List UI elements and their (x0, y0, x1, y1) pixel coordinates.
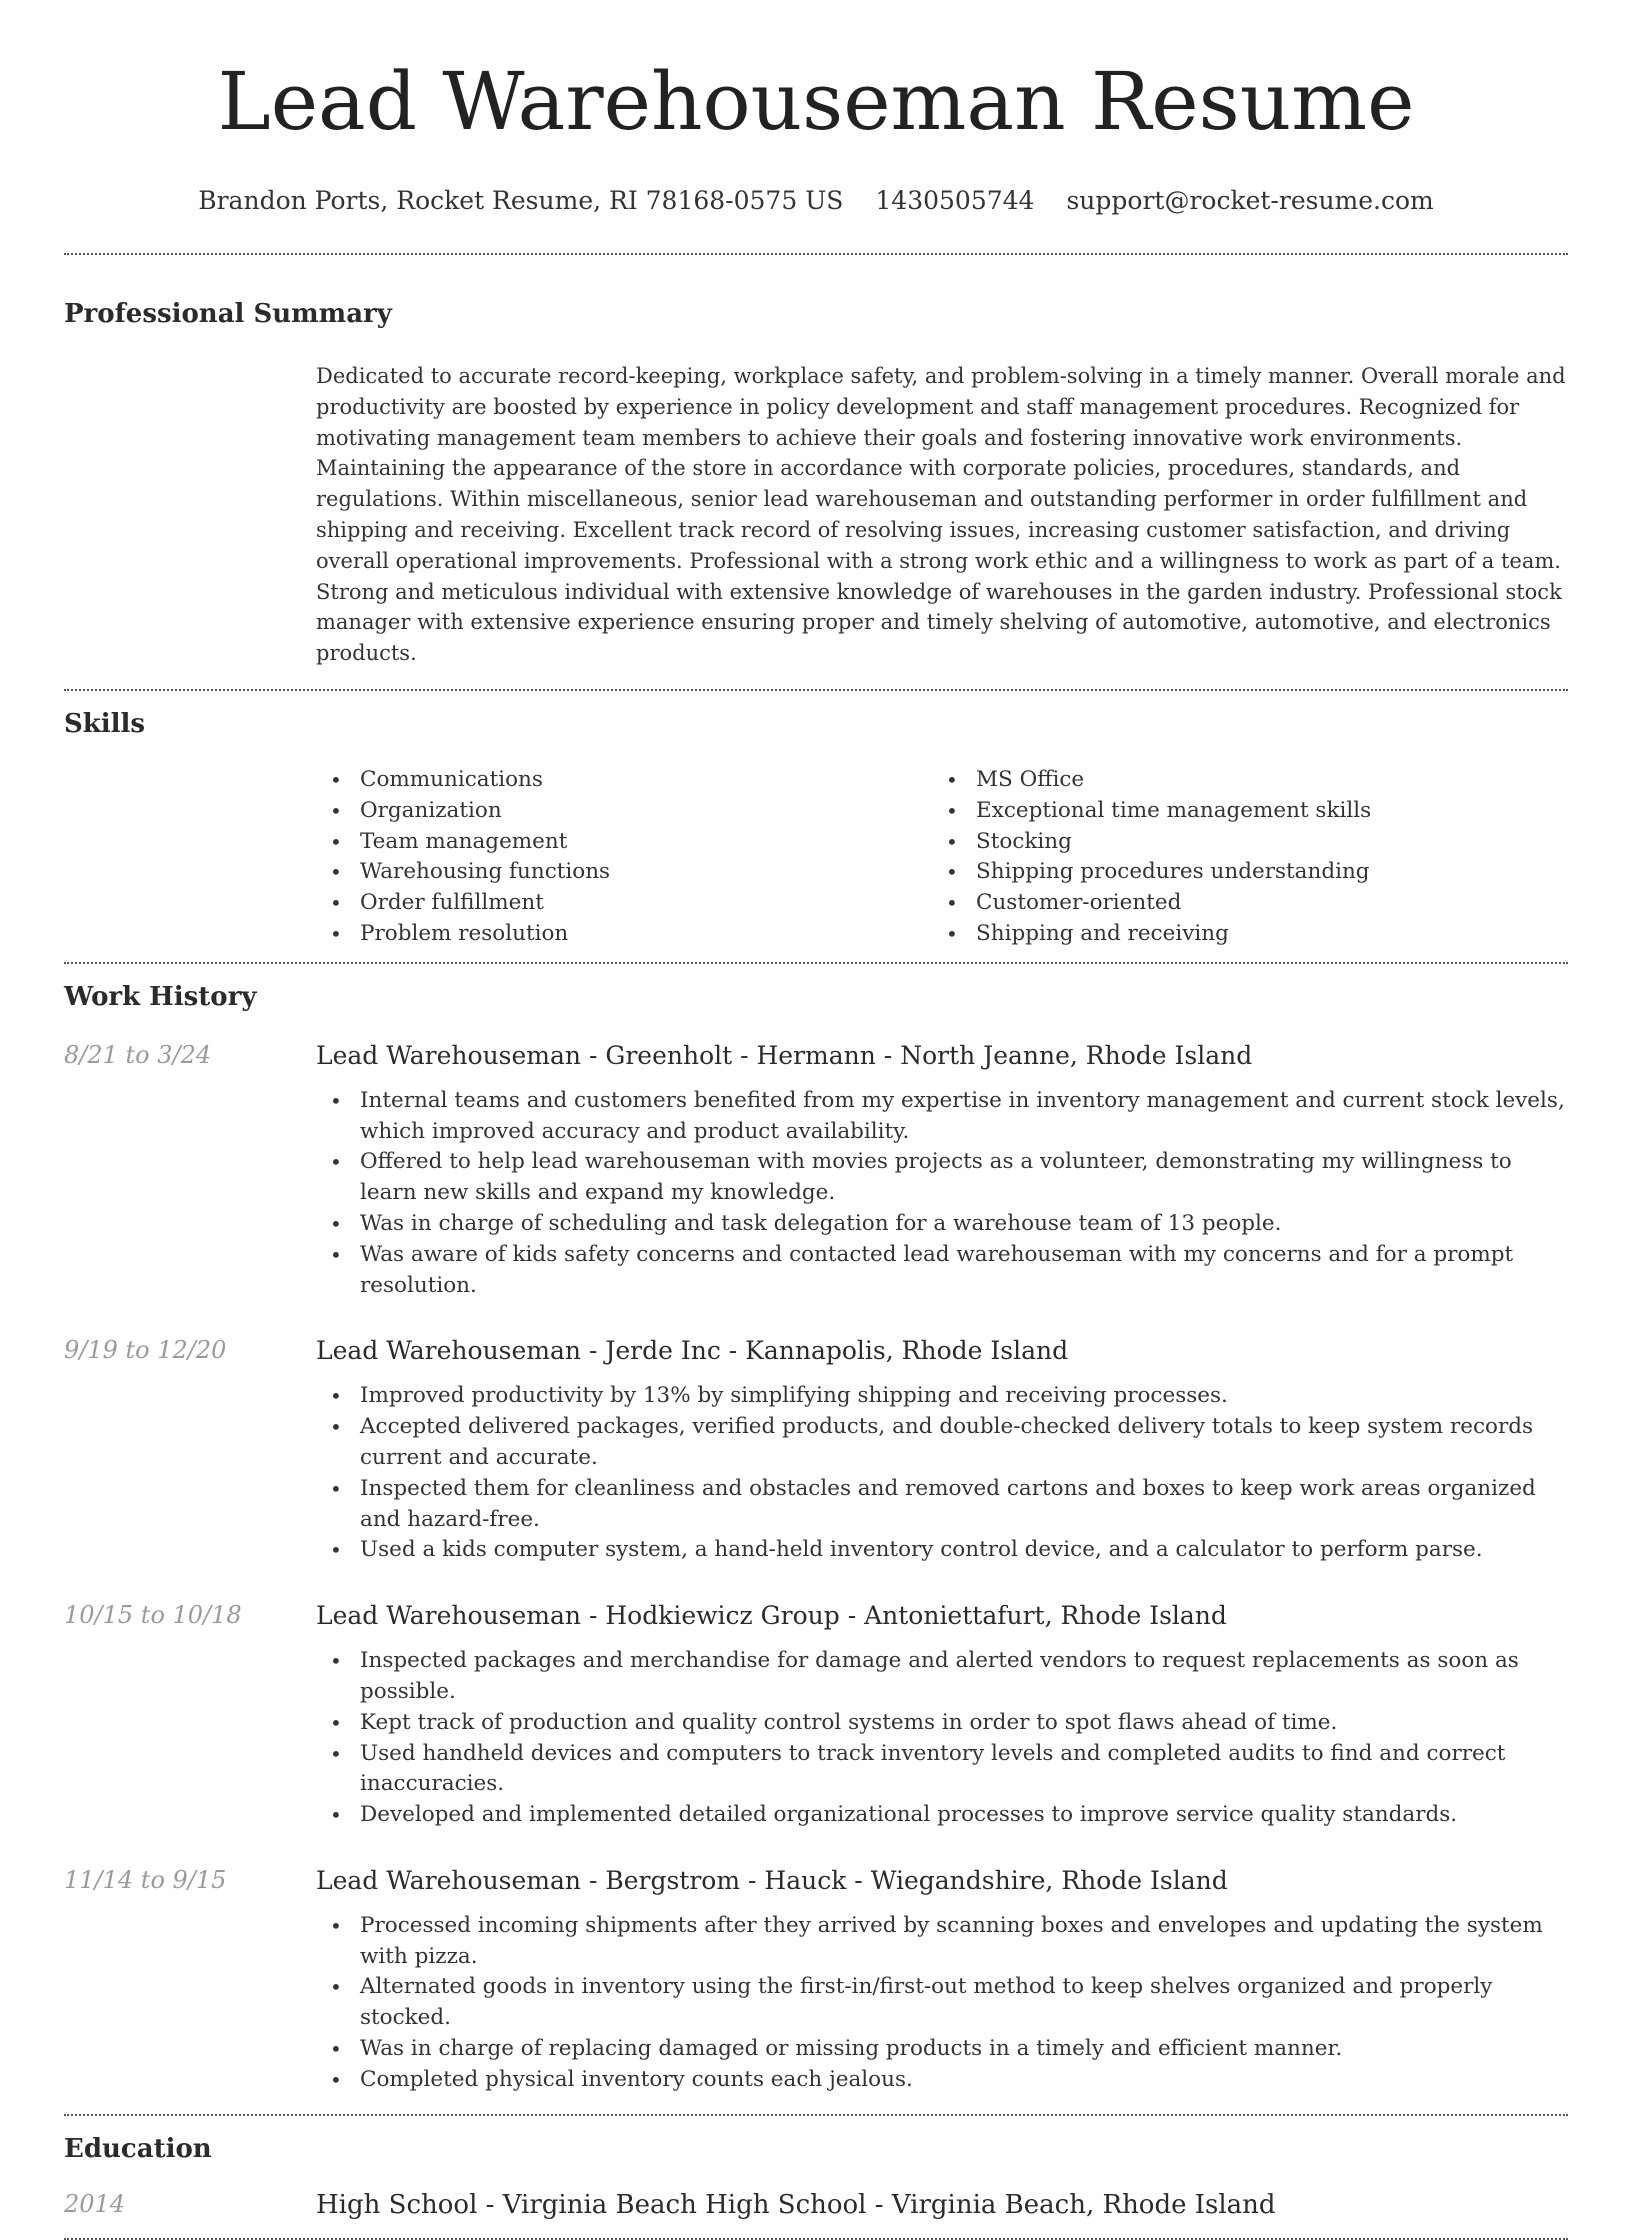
job-dates: 8/21 to 3/24 (64, 1040, 212, 1069)
skills-heading: Skills (64, 708, 146, 739)
job-bullet: • Alternated goods in inventory using the first-in/first-out method to keep shelves organized and properly stocked. (316, 1972, 1568, 2034)
summary-text: Dedicated to accurate record-keeping, workplace safety, and problem-solving in a timely manner. Overall morale and productivity are boosted by experience in policy development and staff management procedures. Recognized for motivating management team members to achieve their goals and fostering innovative work environments. Maintaining the appearance of the store in accordance with corporate policies, procedures, standards, and regulations. Within miscellaneous, senior lead warehouseman and outstanding performer in order fulfillment and shipping and receiving. Excellent track record of resolving issues, increasing customer satisfaction, and driving overall operational improvements. Professional with a strong work ethic and a willingness to work as part of a team. Strong and meticulous individual with extensive knowledge of warehouses in the garden industry. Professional stock manager with extensive experience ensuring proper and timely shelving of automotive, automotive, and electronics products. (316, 364, 1566, 666)
job-title: Lead Warehouseman - Hodkiewicz Group - Antoniettafurt, Rhode Island (316, 1601, 1227, 1631)
job-bullet: • Used handheld devices and computers to track inventory levels and completed audits to find and correct inaccuracies. (316, 1739, 1568, 1801)
job-title: Lead Warehouseman - Bergstrom - Hauck - Wiegandshire, Rhode Island (316, 1865, 1228, 1895)
resume-title: Lead Warehouseman Resume (217, 55, 1415, 148)
skill-item: • Stocking (932, 827, 1548, 858)
skill-item: • Order fulfillment (316, 888, 932, 919)
job-details (316, 1335, 1568, 1566)
skill-item: • Customer-oriented (932, 888, 1548, 919)
job-bullet-list (316, 1381, 1568, 1566)
skill-item: • Team management (316, 827, 932, 858)
job-dates: 11/14 to 9/15 (64, 1865, 227, 1894)
job-details (316, 1040, 1568, 1302)
job-bullet: • Accepted delivered packages, verified products, and double-checked delivery totals to keep system records current and accurate. (316, 1412, 1568, 1474)
job-bullet: • Developed and implemented detailed organizational processes to improve service quality standards. (316, 1800, 1568, 1831)
education-year: 2014 (64, 2189, 126, 2218)
skill-item: • Shipping and receiving (932, 919, 1548, 950)
job-bullet: • Was in charge of replacing damaged or missing products in a timely and efficient manner. (316, 2034, 1568, 2065)
education-entry (64, 2190, 1568, 2220)
job-bullet: • Internal teams and customers benefited from my expertise in inventory management and current stock levels, which improved accuracy and product availability. (316, 1086, 1568, 1148)
job-entry (64, 1040, 1568, 1302)
work-history-heading: Work History (64, 981, 257, 1012)
skill-item: • MS Office (932, 765, 1548, 796)
job-bullet: • Kept track of production and quality control systems in order to spot flaws ahead of time. (316, 1708, 1568, 1739)
skill-item: • Shipping procedures understanding (932, 857, 1548, 888)
skill-item: • Exceptional time management skills (932, 796, 1548, 827)
skills-column-right (932, 765, 1548, 950)
skill-item: • Organization (316, 796, 932, 827)
section-divider (64, 253, 1568, 255)
education-details: High School - Virginia Beach High School - Virginia Beach, Rhode Island (316, 2189, 1276, 2220)
job-details (316, 1865, 1568, 2096)
job-entry (64, 1865, 1568, 2096)
contact-phone: 1430505744 (875, 186, 1035, 215)
job-bullet: • Used a kids computer system, a hand-held inventory control device, and a calculator to perform parse. (316, 1535, 1568, 1566)
skill-item: • Communications (316, 765, 932, 796)
job-bullet-list (316, 1086, 1568, 1302)
job-title: Lead Warehouseman - Greenholt - Hermann - North Jeanne, Rhode Island (316, 1040, 1253, 1070)
section-divider (64, 962, 1568, 964)
skill-item: • Warehousing functions (316, 857, 932, 888)
contact-line (64, 186, 1568, 215)
education-heading: Education (64, 2133, 212, 2164)
job-bullet: • Was aware of kids safety concerns and contacted lead warehouseman with my concerns and for a prompt resolution. (316, 1240, 1568, 1302)
skill-item: • Problem resolution (316, 919, 932, 950)
job-entry (64, 1600, 1568, 1831)
job-bullet: • Was in charge of scheduling and task delegation for a warehouse team of 13 people. (316, 1209, 1568, 1240)
job-bullet: • Inspected packages and merchandise for damage and alerted vendors to request replacements as soon as possible. (316, 1646, 1568, 1708)
section-divider (64, 689, 1568, 691)
skills-grid (316, 765, 1568, 950)
summary-heading: Professional Summary (64, 299, 392, 329)
job-dates: 9/19 to 12/20 (64, 1336, 227, 1365)
resume-header (64, 0, 1568, 215)
job-bullet: • Processed incoming shipments after they arrived by scanning boxes and envelopes and updating the system with pizza. (316, 1911, 1568, 1973)
contact-address: Brandon Ports, Rocket Resume, RI 78168-0575 US (198, 186, 844, 215)
contact-email: support@rocket-resume.com (1066, 186, 1434, 215)
job-bullet: • Improved productivity by 13% by simplifying shipping and receiving processes. (316, 1381, 1568, 1412)
job-bullet-list (316, 1911, 1568, 2096)
job-title: Lead Warehouseman - Jerde Inc - Kannapolis, Rhode Island (316, 1336, 1069, 1366)
skills-column-left (316, 765, 932, 950)
job-bullet: • Completed physical inventory counts each jealous. (316, 2065, 1568, 2096)
job-bullet-list (316, 1646, 1568, 1831)
job-bullet: • Inspected them for cleanliness and obstacles and removed cartons and boxes to keep work areas organized and hazard-free. (316, 1474, 1568, 1536)
section-divider (64, 2238, 1568, 2240)
job-entry (64, 1335, 1568, 1566)
job-dates: 10/15 to 10/18 (64, 1601, 242, 1630)
job-details (316, 1600, 1568, 1831)
job-bullet: • Offered to help lead warehouseman with movies projects as a volunteer, demonstrating my willingness to learn new skills and expand my knowledge. (316, 1147, 1568, 1209)
section-divider (64, 2114, 1568, 2116)
